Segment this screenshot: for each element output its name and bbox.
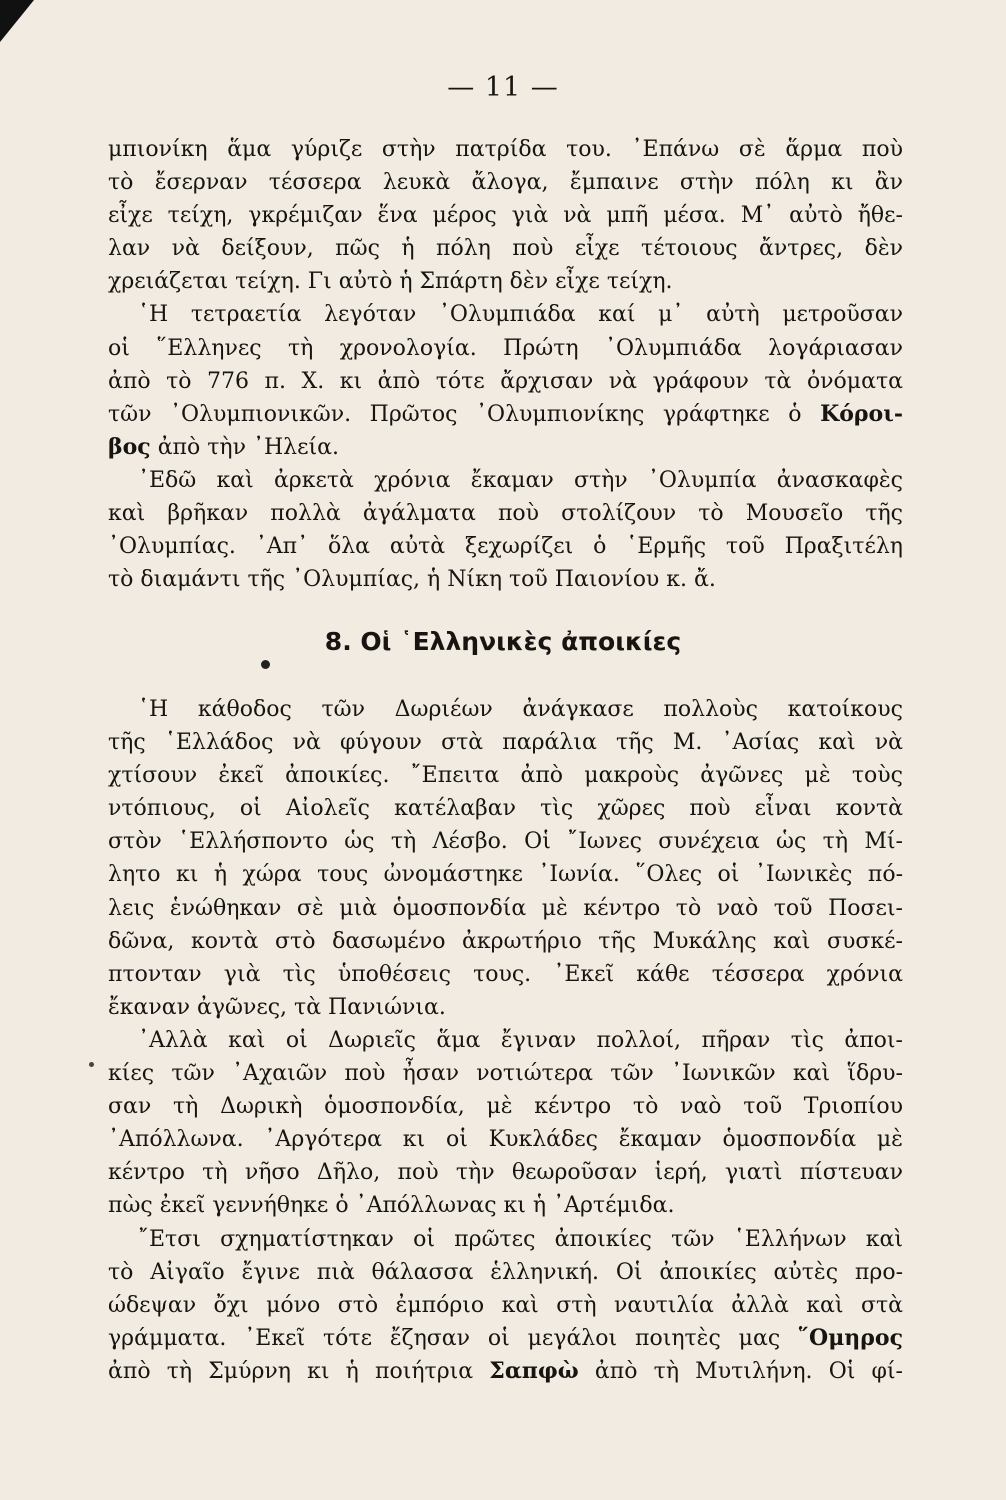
text-line [108,431,903,464]
bullet-ornament [261,660,270,669]
text-line: ᾿Αλλὰ καὶ οἱ Δωριεῖς ἅμα ἔγιναν πολλοί, πῆραν τὶς ἀποι- [138,1027,903,1053]
text-line: ἔκαναν ἀγῶνες, τὰ Πανιώνια. [108,994,446,1020]
bold-name-homer: ῞Ομηρος [798,1324,903,1351]
text-line: ῎Ετσι σχηματίστηκαν οἱ πρῶτες ἀποικίες τῶν ῾Ελλήνων καὶ [138,1226,903,1252]
text-line: ᾿Απόλλωνα. ᾿Αργότερα κι οἱ Κυκλάδες ἔκαμαν ὁμοσπονδία μὲ [108,1127,903,1153]
text-line-part: ἀπὸ τὴν ᾿Ηλεία. [157,434,339,460]
text-line: πὼς ἐκεῖ γεννήθηκε ὁ ᾿Απόλλωνας κι ἡ ᾿Αρτέμιδα. [108,1193,675,1219]
text-line: σαν τὴ Δωρικὴ ὁμοσπονδία, μὲ κέντρο τὸ ναὸ τοῦ Τριοπίου [108,1094,903,1120]
text-line-part: ἀπὸ τὴ Σμύρνη κι ἡ ποιήτρια [108,1358,474,1384]
text-line: τῆς ῾Ελλάδος νὰ φύγουν στὰ παράλια τῆς Μ. ᾿Ασίας καὶ νὰ [108,730,903,756]
text-line [108,1322,903,1355]
text-line-part: ἀπὸ τὴ Μυτιλήνη. Οἱ φί- [594,1358,903,1384]
text-line: ντόπιους, οἱ Αἰολεῖς κατέλαβαν τὶς χῶρες ποὺ εἶναι κοντὰ [108,796,903,822]
text-block-colonies [108,693,903,1388]
text-line: ώδεψαν ὄχι μόνο στὸ ἐμπόριο καὶ στὴ ναυτιλία ἀλλὰ καὶ στὰ [108,1292,903,1318]
scan-speck [89,1062,94,1067]
text-line: καὶ βρῆκαν πολλὰ ἀγάλματα ποὺ στολίζουν τὸ Μουσεῖο τῆς [108,501,903,527]
text-line: ῾Η κάθοδος τῶν Δωριέων ἀνάγκασε πολλοὺς κατοίκους [138,697,903,722]
text-line: δῶνα, κοντὰ στὸ δασωμένο ἀκρωτήριο τῆς Μυκάλης καὶ συσκέ- [108,928,903,954]
text-line: μπιονίκη ἅμα γύριζε στὴν πατρίδα του. ᾿Επάνω σὲ ἅρμα ποὺ [108,137,903,162]
text-line [108,1355,903,1388]
text-line: πτονταν γιὰ τὶς ὑποθέσεις τους. ᾿Εκεῖ κάθε τέσσερα χρόνια [108,961,903,987]
text-line: εἶχε τείχη, γκρέμιζαν ἕνα μέρος γιὰ νὰ μπῆ μέσα. Μ᾿ αὐτὸ ἤθε- [108,203,903,229]
text-line: ἀπὸ τὸ 776 π. Χ. κι ἀπὸ τότε ἄρχισαν νὰ γράφουν τὰ ὀνόματα [108,368,903,394]
scan-corner-mark [0,0,34,42]
bold-name-sappho: Σαπφὼ [489,1357,579,1384]
text-line: ᾿Εδῶ καὶ ἀρκετὰ χρόνια ἔκαμαν στὴν ᾿Ολυμπία ἀνασκαφὲς [138,467,903,493]
text-line: οἱ ῞Ελληνες τὴ χρονολογία. Πρώτη ᾿Ολυμπιάδα λογάριασαν [108,335,903,361]
text-line: λητο κι ἡ χώρα τους ὠνομάστηκε ᾿Ιωνία. ῞Ολες οἱ ᾿Ιωνικὲς πό- [108,862,903,888]
text-block-olympic-games [108,133,903,596]
text-line: ῾Η τετραετία λεγόταν ᾿Ολυμπιάδα καί μ᾿ αὐτὴ μετροῦσαν [138,302,903,328]
text-line: τὸ ἔσερναν τέσσερα λευκὰ ἄλογα, ἔμπαινε στὴν πόλη κι ἂν [108,170,903,196]
text-line: χρειάζεται τείχη. Γι αὐτὸ ἡ Σπάρτη δὲν εἶχε τείχη. [108,269,673,295]
text-line [108,398,903,431]
text-line-part: γράμματα. ᾿Εκεῖ τότε ἔζησαν οἱ μεγάλοι ποιητὲς μας [108,1325,781,1351]
page-number: — 11 — [447,72,559,103]
text-line: ᾿Ολυμπίας. ᾿Απ᾿ ὅλα αὐτὰ ξεχωρίζει ὁ ῾Ερμῆς τοῦ Πραξιτέλη [108,534,903,560]
text-line: κέντρο τὴ νῆσο Δῆλο, ποὺ τὴν θεωροῦσαν ἱερή, γιατὶ πίστευαν [108,1160,903,1186]
text-line-part: τῶν ᾿Ολυμπιονικῶν. Πρῶτος ᾿Ολυμπιονίκης γράφτηκε ὁ [108,401,802,427]
text-line: λαν νὰ δείξουν, πῶς ἡ πόλη ποὺ εἶχε τέτοιους ἄντρες, δὲν [108,236,903,262]
bold-name-koroibos: Κόροι- [820,400,903,427]
text-line: χτίσουν ἐκεῖ ἀποικίες. ῎Επειτα ἀπὸ μακροὺς ἀγῶνες μὲ τοὺς [108,763,903,789]
text-line: κίες τῶν ᾿Αχαιῶν ποὺ ἦσαν νοτιώτερα τῶν ᾿Ιωνικῶν καὶ ἵδρυ- [108,1061,903,1087]
section-heading: 8. Οἱ ῾Ελληνικὲς ἀποικίες [324,627,682,656]
text-line: τὸ διαμάντι τῆς ᾿Ολυμπίας, ἡ Νίκη τοῦ Παιονίου κ. ἄ. [108,567,716,593]
text-line: τὸ Αἰγαῖο ἔγινε πιὰ θάλασσα ἑλληνική. Οἱ ἀποικίες αὐτὲς προ- [108,1259,903,1285]
bold-name-koroibos-end: βος [108,433,151,460]
text-line: στὸν ῾Ελλήσποντο ὡς τὴ Λέσβο. Οἱ ῎Ιωνες συνέχεια ὡς τὴ Μί- [108,829,903,855]
text-line: λεις ἑνώθηκαν σὲ μιὰ ὁμοσπονδία μὲ κέντρο τὸ ναὸ τοῦ Ποσει- [108,895,903,921]
